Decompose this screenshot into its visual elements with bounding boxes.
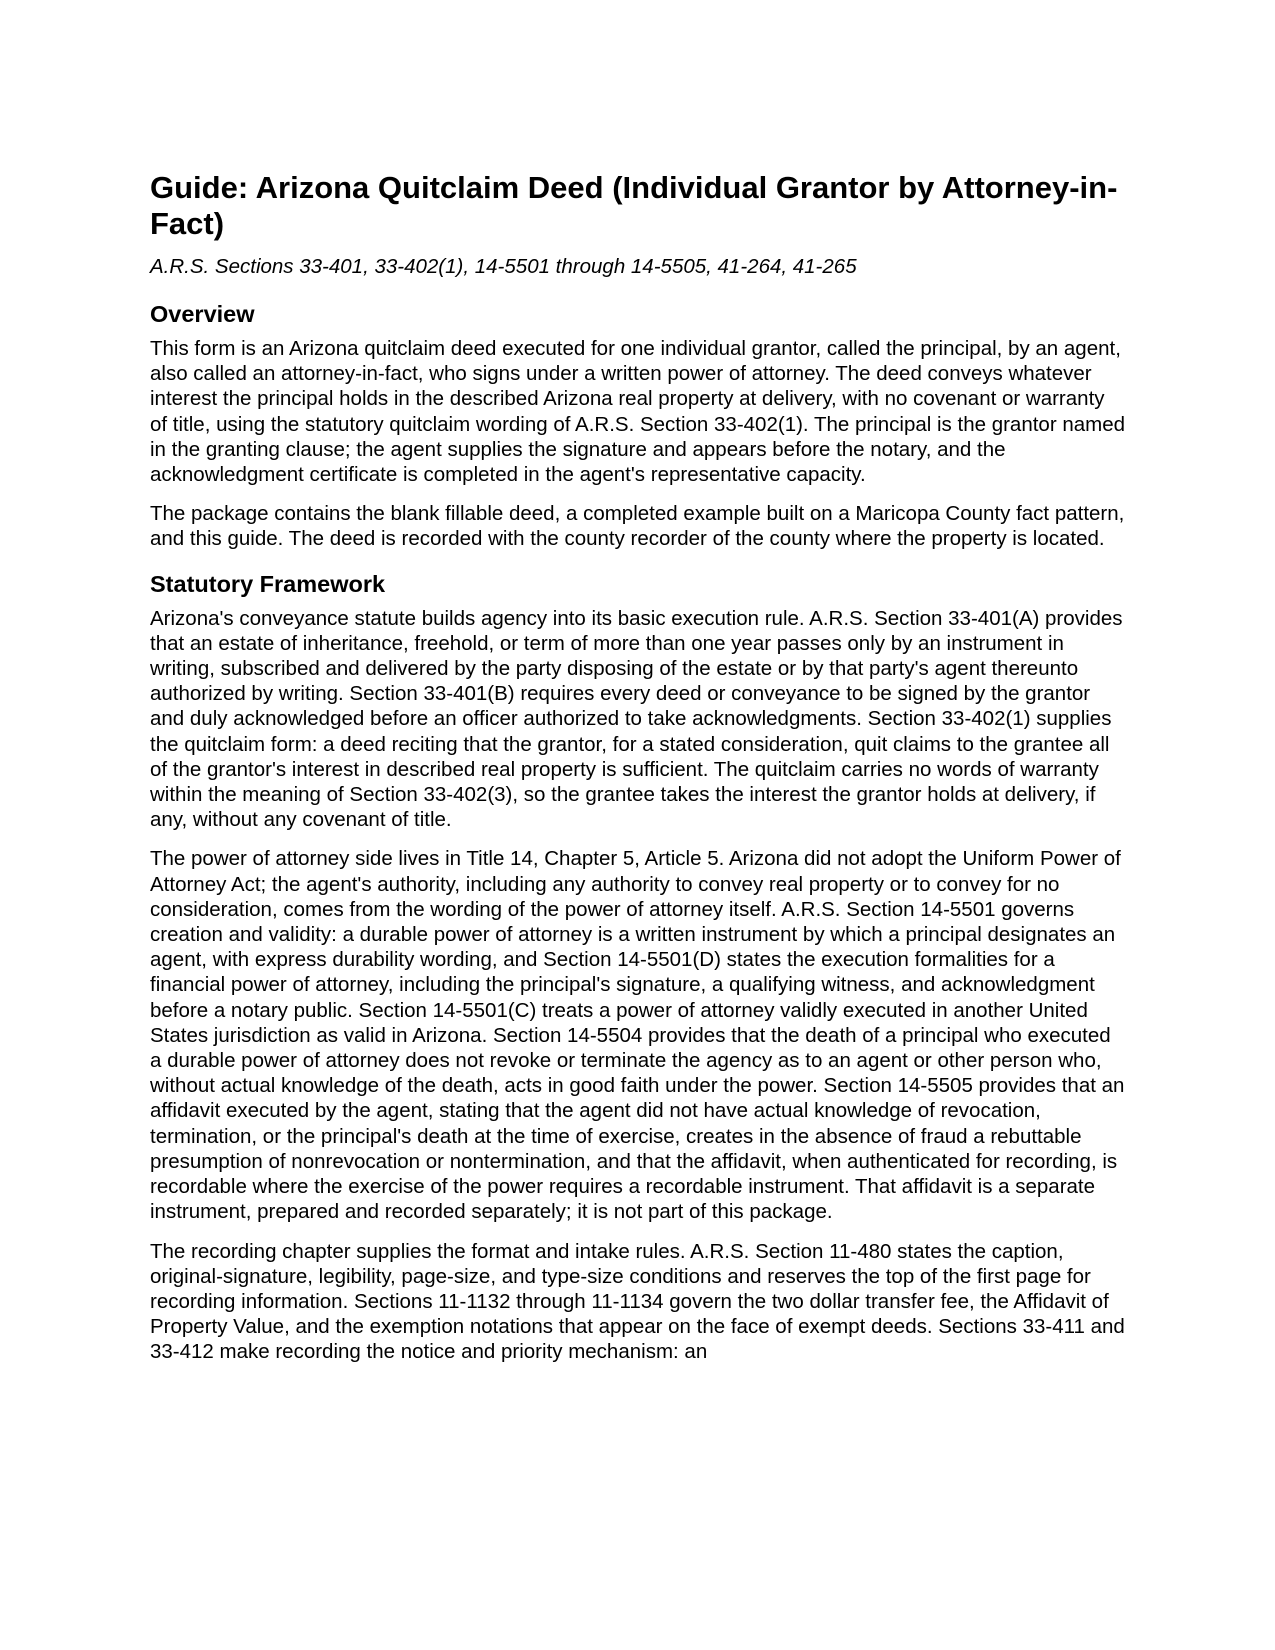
section-heading: Statutory Framework (150, 570, 386, 597)
document-page (150, 170, 1126, 1379)
section-statutory-framework (150, 570, 1126, 1365)
document-title: Guide: Arizona Quitclaim Deed (Individual Grantor by Attorney-in-Fact) (150, 170, 1118, 241)
paragraph: The power of attorney side lives in Title 14, Chapter 5, Article 5. Arizona did not adopt the Uniform Power of Attorney Act; the agent's authority, including any authority to convey real property or to convey for no consideration, comes from the wording of the power of attorney itself. A.R.S. Section 14-5501 governs creation and validity: a durable power of attorney is a written instrument by which a principal designates an agent, with express durability wording, and Section 14-5501(D) states the execution formalities for a financial power of attorney, including the principal's signature, a qualifying witness, and acknowledgment before a notary public. Section 14-5501(C) treats a power of attorney validly executed in another United States jurisdiction as valid in Arizona. Section 14-5504 provides that the death of a principal who executed a durable power of attorney does not revoke or terminate the agency as to an agent or other person who, without actual knowledge of the death, acts in good faith under the power. Section 14-5505 provides that an affidavit executed by the agent, stating that the agent did not have actual knowledge of revocation, termination, or the principal's death at the time of exercise, creates in the absence of fraud a rebuttable presumption of nonrevocation or nontermination, and that the affidavit, when authenticated for recording, is recordable where the exercise of the power requires a recordable instrument. That affidavit is a separate instrument, prepared and recorded separately; it is not part of this package. (150, 847, 1125, 1224)
paragraph: The package contains the blank fillable deed, a completed example built on a Maricopa County fact pattern, and this guide. The deed is recorded with the county recorder of the county where the property is located. (150, 502, 1125, 551)
paragraph: This form is an Arizona quitclaim deed executed for one individual grantor, called the principal, by an agent, also called an attorney-in-fact, who signs under a written power of attorney. The deed conveys whatever interest the principal holds in the described Arizona real property at delivery, with no covenant or warranty of title, using the statutory quitclaim wording of A.R.S. Section 33-402(1). The principal is the grantor named in the granting clause; the agent supplies the signature and appears before the notary, and the acknowledgment certificate is completed in the agent's representative capacity. (150, 337, 1126, 487)
section-heading: Overview (150, 301, 255, 327)
statute-citation: A.R.S. Sections 33-401, 33-402(1), 14-5501 through 14-5505, 41-264, 41-265 (150, 255, 857, 278)
section-overview (150, 300, 1126, 552)
paragraph: Arizona's conveyance statute builds agency into its basic execution rule. A.R.S. Section 33-401(A) provides that an estate of inheritance, freehold, or term of more than one year passes only by an instrument in writing, subscribed and delivered by the party disposing of the estate or by that party's agent thereunto authorized by writing. Section 33-401(B) requires every deed or conveyance to be signed by the grantor and duly acknowledged before an officer authorized to take acknowledgments. Section 33-402(1) supplies the quitclaim form: a deed reciting that the grantor, for a stated consideration, quit claims to the grantee all of the grantor's interest in described real property is sufficient. The quitclaim carries no words of warranty within the meaning of Section 33-402(3), so the grantee takes the interest the grantor holds at delivery, if any, without any covenant of title. (150, 606, 1123, 832)
paragraph: The recording chapter supplies the format and intake rules. A.R.S. Section 11-480 states the caption, original-signature, legibility, page-size, and type-size conditions and reserves the top of the first page for recording information. Sections 11-1132 through 11-1134 govern the two dollar transfer fee, the Affidavit of Property Value, and the exemption notations that appear on the face of exempt deeds. Sections 33-411 and 33-412 make recording the notice and priority mechanism: an (150, 1239, 1125, 1364)
